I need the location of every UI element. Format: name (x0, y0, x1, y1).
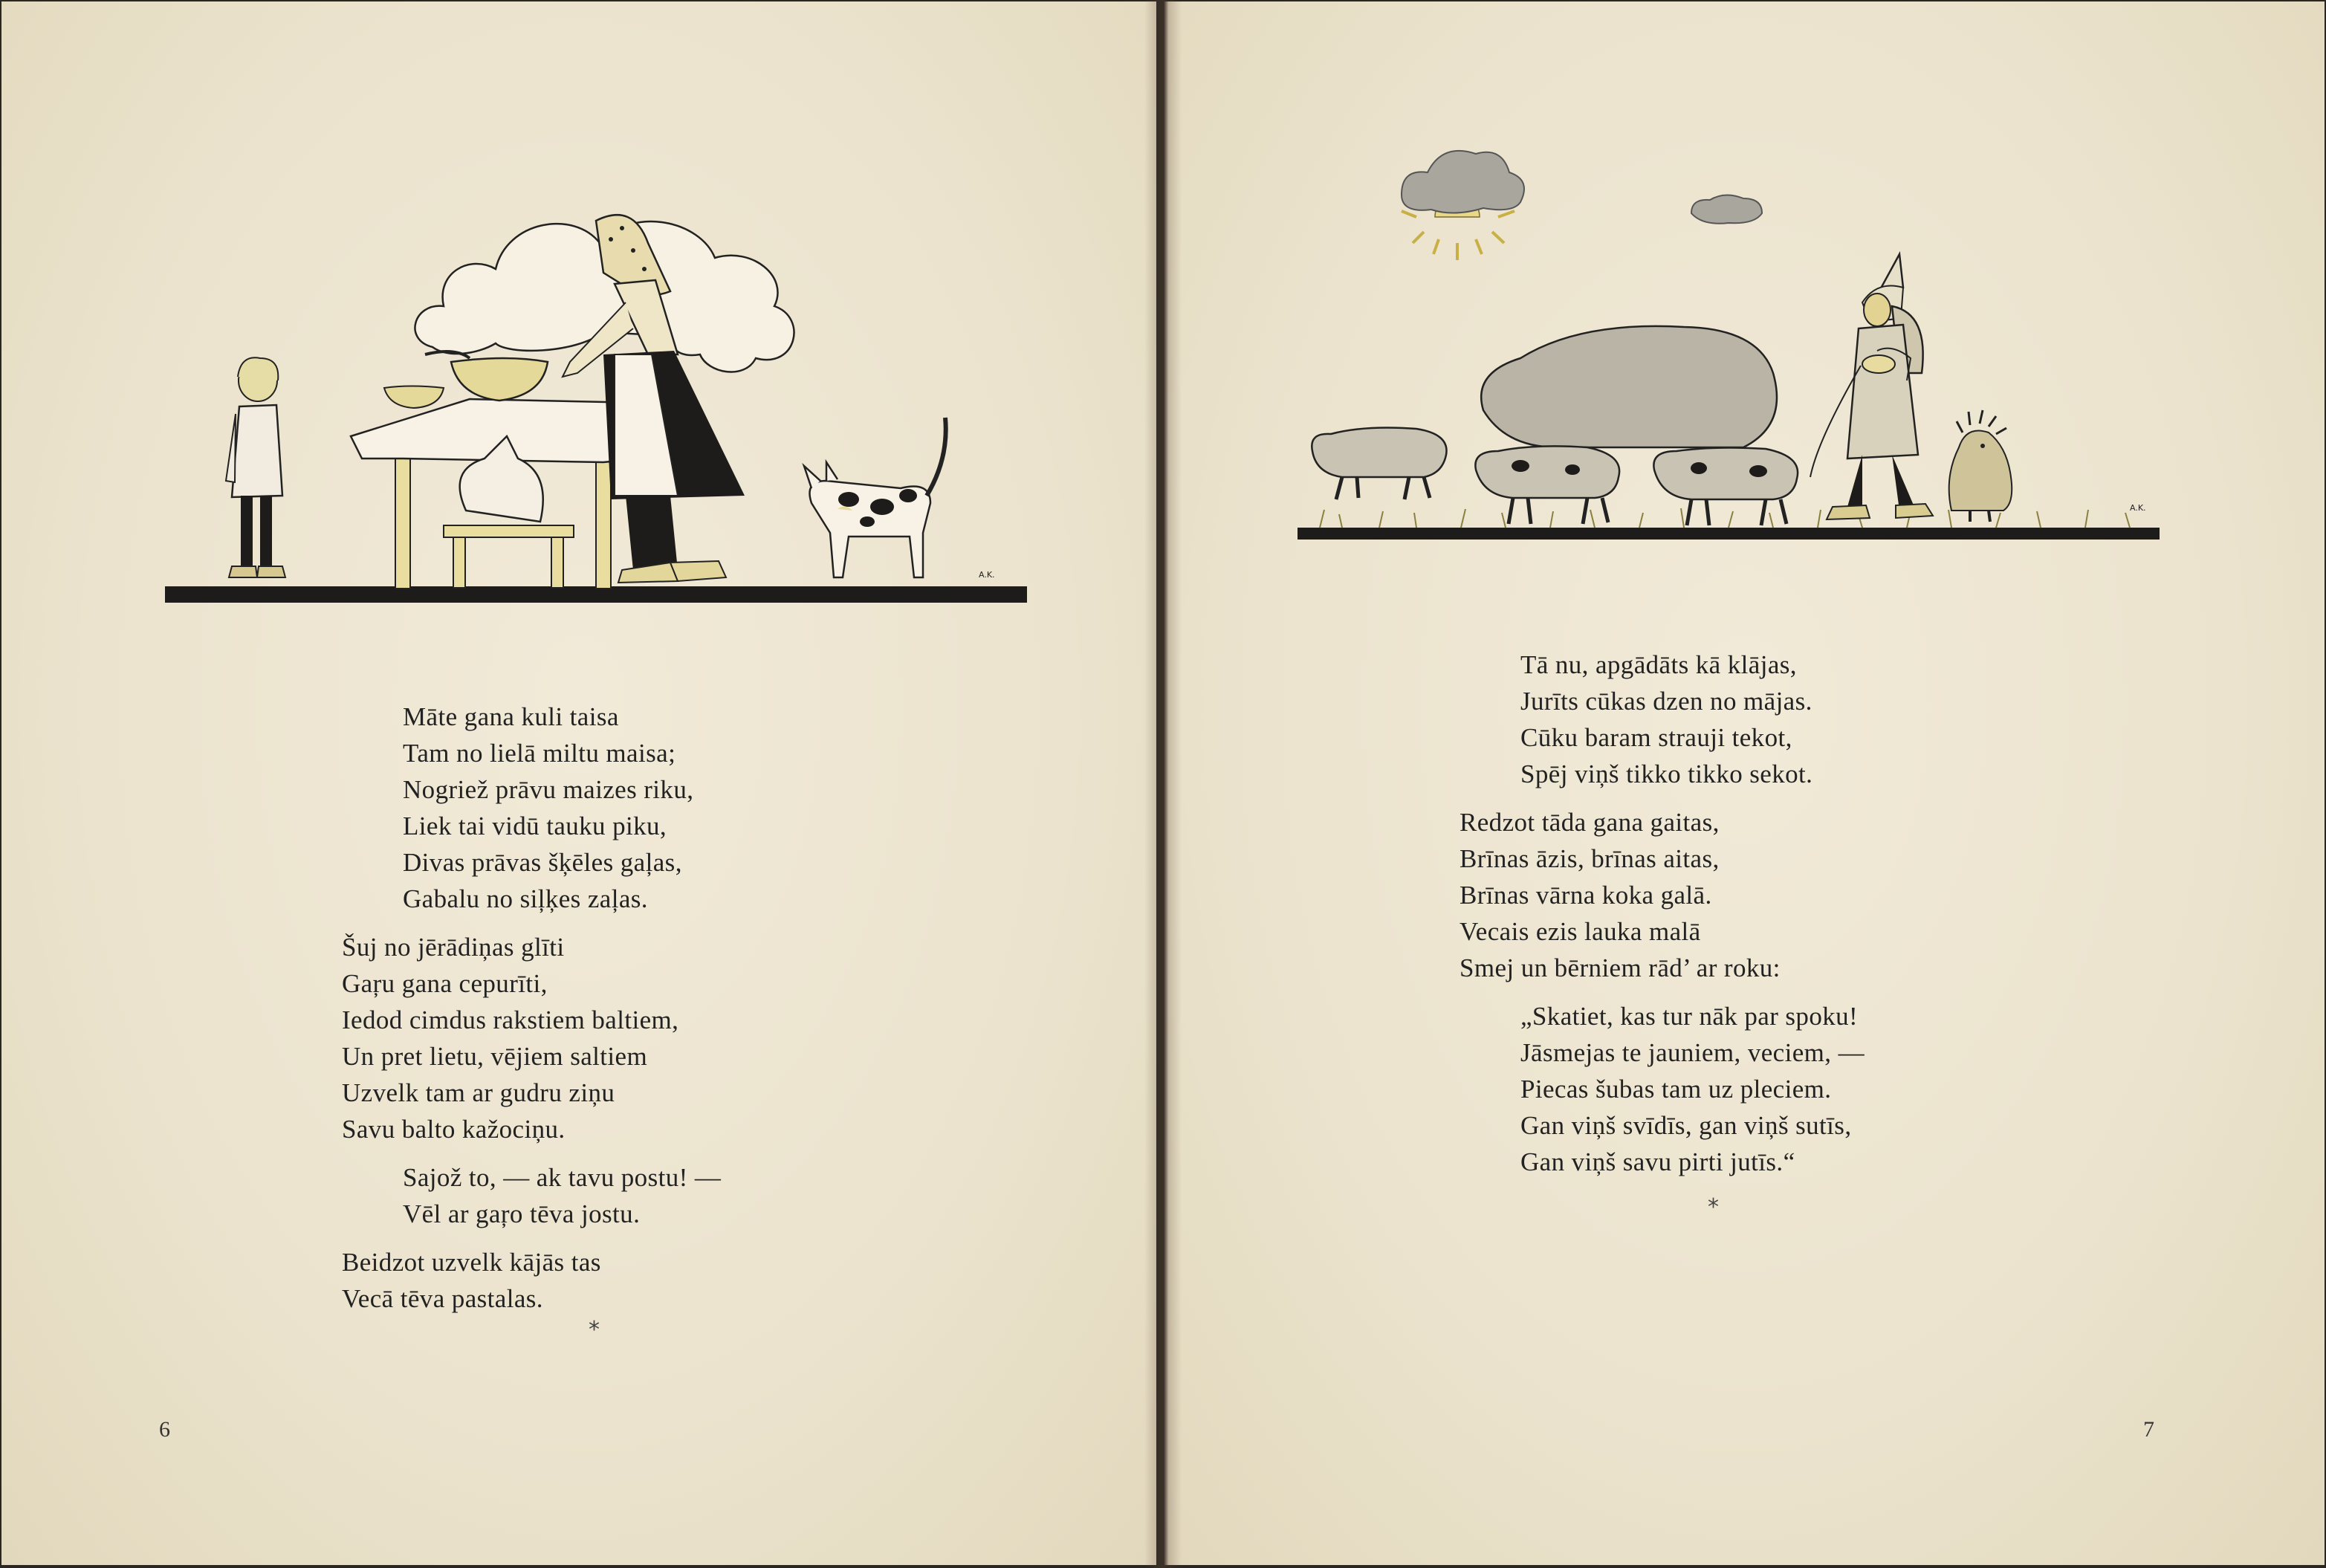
poem-line: Vecais ezis lauka malā (1460, 917, 1701, 946)
poem-line: Cūku baram strauji tekot, (1520, 723, 1792, 752)
poem-line: Savu balto kažociņu. (342, 1115, 566, 1144)
poem-line: Gabalu no siļķes zaļas. (403, 884, 648, 913)
illustrator-monogram: A.K. (2130, 503, 2146, 513)
poem-line: Gaŗu gana cepurīti, (342, 969, 548, 998)
sow-figure (1481, 326, 1777, 447)
poem-line: Nogriež prāvu maizes riku, (403, 775, 694, 804)
page-number: 6 (159, 1417, 170, 1442)
cloud-icon (1691, 195, 1762, 223)
poem-line: Šuj no jērādiņas glīti (342, 933, 565, 962)
ground-bar (1298, 528, 2160, 540)
piglet-figure (1653, 448, 1798, 525)
poem-line: Beidzot uzvelk kājās tas (342, 1248, 601, 1277)
poem-line: Jurīts cūkas dzen no mājas. (1520, 687, 1812, 716)
poem-line: Māte gana kuli taisa (403, 702, 619, 731)
piglet-figure (1312, 428, 1446, 499)
piglet-figure (1475, 446, 1619, 524)
hedgehog-figure (1949, 410, 2012, 522)
poem-line: Gan viņš savu pirti jutīs.“ (1520, 1147, 1795, 1176)
separator-asterisk: * (1708, 1194, 1719, 1220)
boy-with-hat-figure (1810, 254, 1933, 519)
poem-line: Vecā tēva pastalas. (342, 1284, 543, 1313)
poem-line: Piecas šubas tam uz pleciem. (1520, 1075, 1832, 1104)
right-page (1164, 1, 2325, 1565)
stanza (1520, 998, 1865, 1180)
book-gutter (1144, 0, 1182, 1568)
poem-line: Vēl ar gaŗo tēva jostu. (403, 1199, 641, 1228)
stanza (1460, 804, 1865, 986)
kitchen-illustration (158, 132, 1034, 615)
stanza (342, 929, 721, 1147)
poem-line: „Skatiet, kas tur nāk par spoku! (1520, 1002, 1859, 1031)
poem-line: Sajož to, — ak tavu postu! — (403, 1163, 722, 1192)
poem-line: Tam no lielā miltu maisa; (403, 739, 676, 768)
cat-figure (804, 418, 946, 577)
large-bowl (451, 358, 548, 401)
poem-line: Jāsmejas te jauniem, veciem, — (1520, 1038, 1865, 1067)
poem-line: Gan viņš svīdīs, gan viņš sutīs, (1520, 1111, 1852, 1140)
stanza (403, 699, 721, 917)
boy-figure (226, 357, 285, 577)
poem-line: Brīnas āzis, brīnas aitas, (1460, 844, 1720, 873)
poem-line: Smej un bērniem rād’ ar roku: (1460, 953, 1781, 982)
stanza (1520, 647, 1865, 792)
poem-line: Liek tai vidū tauku piku, (403, 811, 667, 840)
small-bowl (384, 386, 444, 409)
poem-line: Uzvelk tam ar gudru ziņu (342, 1078, 615, 1107)
illustrator-monogram: A.K. (979, 570, 995, 580)
poem-line: Iedod cimdus rakstiem baltiem, (342, 1005, 679, 1034)
poem-line: Spēj viņš tikko tikko sekot. (1520, 759, 1813, 788)
page-number: 7 (2143, 1417, 2154, 1442)
poem-line: Brīnas vārna koka galā. (1460, 881, 1712, 910)
poem-line: Divas prāvas šķēles gaļas, (403, 848, 682, 877)
poem-line: Un pret lietu, vējiem saltiem (342, 1042, 648, 1071)
left-poem (342, 699, 721, 1329)
separator-asterisk: * (589, 1317, 600, 1343)
poem-line: Redzot tāda gana gaitas, (1460, 808, 1720, 837)
stanza (403, 1159, 721, 1232)
cloud-icon (1402, 151, 1524, 213)
stanza (342, 1244, 721, 1317)
pig-herding-illustration (1298, 128, 2234, 551)
left-page (1, 1, 1156, 1565)
right-poem (1460, 647, 1865, 1192)
poem-line: Tā nu, apgādāts kā klājas, (1520, 650, 1797, 679)
